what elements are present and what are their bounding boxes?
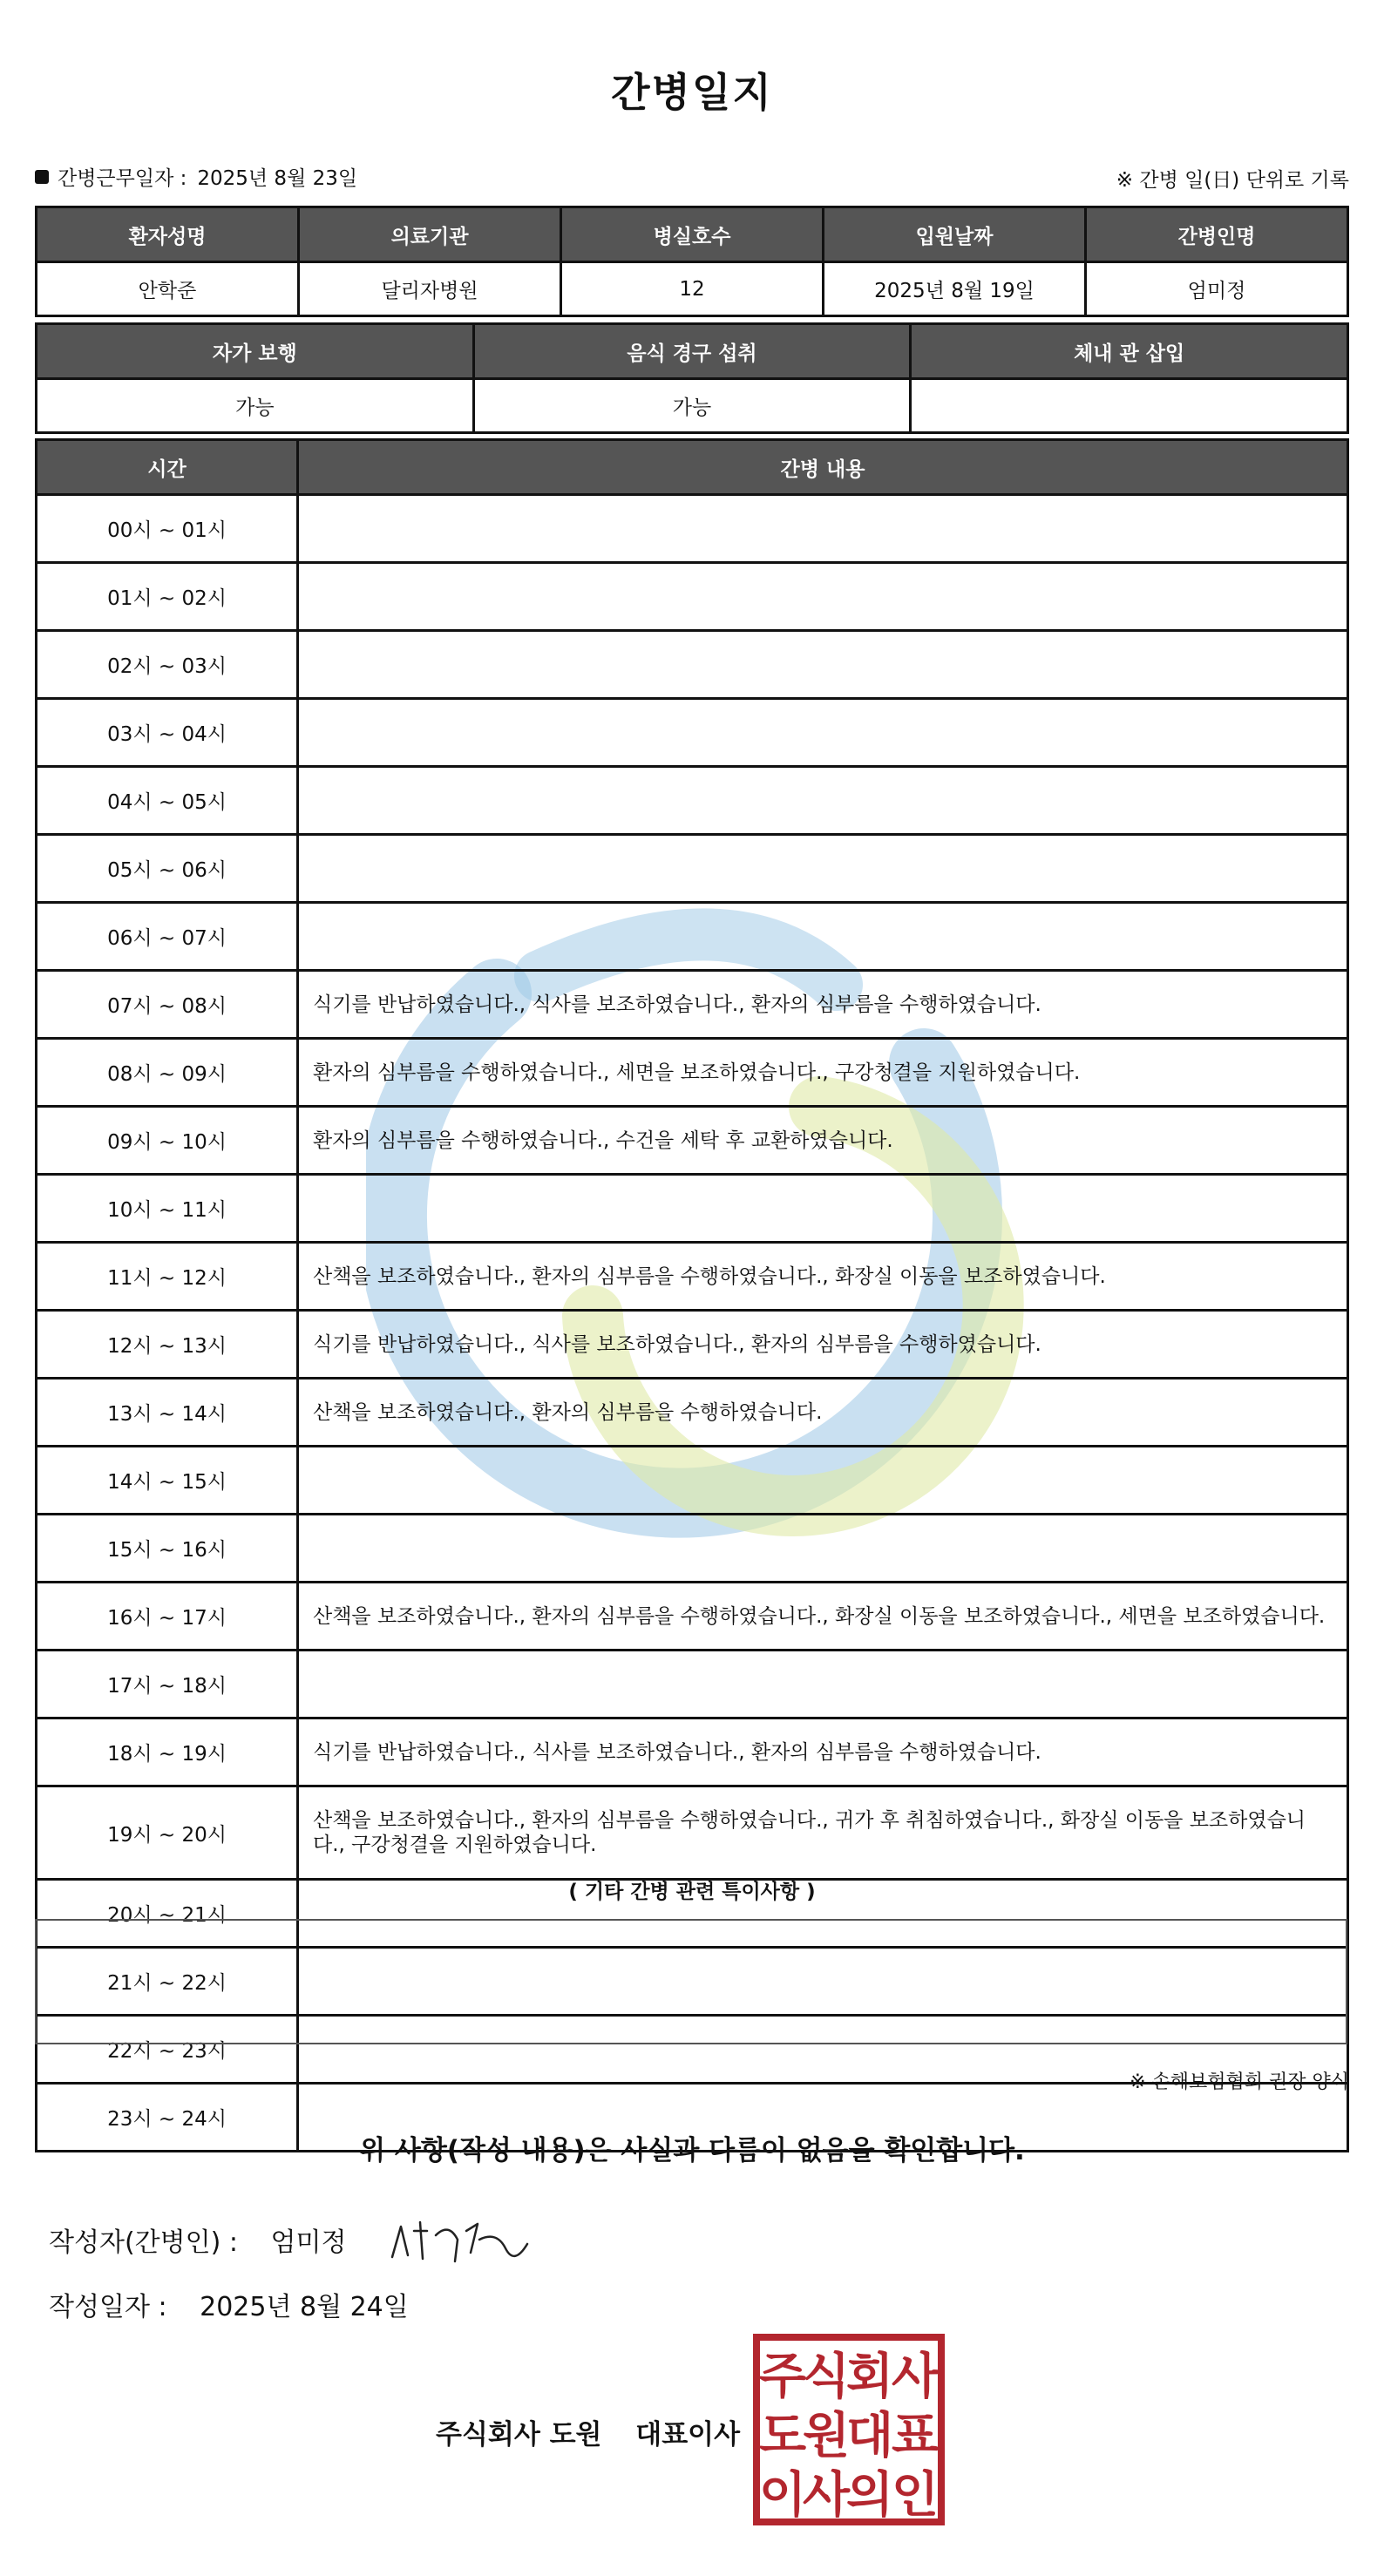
oral-intake-status: 가능 (473, 379, 911, 433)
header-content: 간병 내용 (298, 440, 1348, 495)
patient-name: 안학준 (37, 262, 299, 316)
time-cell: 13시 ~ 14시 (37, 1379, 298, 1447)
time-cell: 07시 ~ 08시 (37, 971, 298, 1039)
content-cell (298, 563, 1348, 631)
patient-status-table (35, 322, 1349, 434)
room-number: 12 (561, 262, 824, 316)
time-cell: 12시 ~ 13시 (37, 1311, 298, 1379)
content-cell (298, 767, 1348, 835)
table-row (37, 1718, 1348, 1786)
table-row (37, 1651, 1348, 1718)
content-cell (298, 903, 1348, 971)
svg-text:원: 원 (802, 2408, 851, 2464)
table-row (37, 699, 1348, 767)
unit-note: ※ 간병 일(日) 단위로 기록 (1116, 169, 1349, 192)
table-row (37, 563, 1348, 631)
time-cell: 22시 ~ 23시 (37, 2016, 298, 2084)
header-time: 시간 (37, 440, 298, 495)
svg-text:인: 인 (891, 2467, 940, 2524)
table-row (37, 1515, 1348, 1583)
time-cell: 14시 ~ 15시 (37, 1447, 298, 1515)
time-cell: 20시 ~ 21시 (37, 1880, 298, 1948)
care-log-document (35, 0, 1349, 2576)
svg-text:대: 대 (845, 2408, 894, 2464)
time-cell: 04시 ~ 05시 (37, 767, 298, 835)
work-date (35, 162, 357, 191)
work-date-value: 2025년 8월 23일 (197, 167, 358, 190)
caregiver-name: 엄미정 (1086, 262, 1348, 316)
institution: 달리자병원 (299, 262, 561, 316)
company-name: 주식회사 도원 (436, 2419, 602, 2451)
content-cell: 식기를 반납하였습니다., 식사를 보조하였습니다., 환자의 심부름을 수행하였습니다. (298, 971, 1348, 1039)
time-cell: 19시 ~ 20시 (37, 1786, 298, 1880)
content-cell (298, 699, 1348, 767)
table-header-row (37, 440, 1348, 495)
header-patient-name: 환자성명 (37, 207, 299, 262)
table-row (37, 1243, 1348, 1311)
svg-text:회: 회 (845, 2349, 894, 2405)
content-cell: 산책을 보조하였습니다., 환자의 심부름을 수행하였습니다., 화장실 이동을 보조하였습니다. (298, 1243, 1348, 1311)
svg-text:주: 주 (758, 2349, 807, 2405)
content-cell: 환자의 심부름을 수행하였습니다., 세면을 보조하였습니다., 구강청결을 지원하였습니다. (298, 1039, 1348, 1107)
content-cell (298, 835, 1348, 903)
time-cell: 16시 ~ 17시 (37, 1583, 298, 1651)
content-cell (298, 1175, 1348, 1243)
notes-box (35, 1919, 1347, 2044)
svg-text:사: 사 (802, 2467, 851, 2524)
time-cell: 15시 ~ 16시 (37, 1515, 298, 1583)
table-row (37, 1447, 1348, 1515)
content-cell: 환자의 심부름을 수행하였습니다., 수건을 세탁 후 교환하였습니다. (298, 1107, 1348, 1175)
written-date-label: 작성일자 : (49, 2292, 167, 2322)
table-row (37, 631, 1348, 699)
walking-status: 가능 (37, 379, 474, 433)
notes-title: ( 기타 간병 관련 특이사항 ) (568, 1881, 816, 1903)
time-cell: 00시 ~ 01시 (37, 495, 298, 563)
company-line (436, 2412, 740, 2451)
content-cell: 식기를 반납하였습니다., 식사를 보조하였습니다., 환자의 심부름을 수행하였습니다. (298, 1718, 1348, 1786)
table-row (37, 1039, 1348, 1107)
table-row (37, 379, 1348, 433)
writer-label: 작성자(간병인) : (49, 2227, 238, 2258)
ceo-title: 대표이사 (635, 2419, 741, 2451)
header-tube: 체내 관 삽입 (911, 324, 1348, 379)
table-row (37, 835, 1348, 903)
svg-text:식: 식 (802, 2349, 851, 2405)
header-caregiver: 간병인명 (1086, 207, 1348, 262)
content-cell: 산책을 보조하였습니다., 환자의 심부름을 수행하였습니다., 화장실 이동을 보조하였습니다., 세면을 보조하였습니다. (298, 1583, 1348, 1651)
writer-name: 엄미정 (270, 2227, 347, 2258)
time-cell: 11시 ~ 12시 (37, 1243, 298, 1311)
table-row (37, 1786, 1348, 1880)
table-row (37, 1175, 1348, 1243)
bullet-square-icon (35, 170, 49, 184)
time-cell: 10시 ~ 11시 (37, 1175, 298, 1243)
svg-text:의: 의 (845, 2467, 894, 2524)
time-cell: 09시 ~ 10시 (37, 1107, 298, 1175)
svg-text:사: 사 (891, 2349, 940, 2405)
content-cell: 산책을 보조하였습니다., 환자의 심부름을 수행하였습니다., 귀가 후 취침하였습니다., 화장실 이동을 보조하였습니다., 구강청결을 지원하였습니다. (298, 1786, 1348, 1880)
written-date-value: 2025년 8월 24일 (200, 2292, 409, 2322)
table-header-row (37, 207, 1348, 262)
content-cell (298, 1651, 1348, 1718)
time-cell: 06시 ~ 07시 (37, 903, 298, 971)
header-oral-intake: 음식 경구 섭취 (473, 324, 911, 379)
table-header-row (37, 324, 1348, 379)
table-row (37, 767, 1348, 835)
time-cell: 05시 ~ 06시 (37, 835, 298, 903)
time-cell: 03시 ~ 04시 (37, 699, 298, 767)
svg-text:도: 도 (758, 2408, 807, 2464)
content-cell (298, 1447, 1348, 1515)
time-cell: 02시 ~ 03시 (37, 631, 298, 699)
table-row (37, 1379, 1348, 1447)
table-row (37, 1107, 1348, 1175)
table-row (37, 971, 1348, 1039)
writer-line (49, 2220, 346, 2259)
table-row (37, 1583, 1348, 1651)
time-cell: 23시 ~ 24시 (37, 2084, 298, 2152)
patient-info-table (35, 206, 1349, 317)
tube-status (911, 379, 1348, 433)
content-cell (298, 1515, 1348, 1583)
confirmation-statement: 위 사항(작성 내용)은 사실과 다름이 없음을 확인합니다. (359, 2135, 1025, 2166)
content-cell: 산책을 보조하였습니다., 환자의 심부름을 수행하였습니다. (298, 1379, 1348, 1447)
admission-date: 2025년 8월 19일 (824, 262, 1086, 316)
time-cell: 21시 ~ 22시 (37, 1948, 298, 2016)
company-seal-stamp (751, 2332, 946, 2527)
table-row (37, 903, 1348, 971)
time-cell: 18시 ~ 19시 (37, 1718, 298, 1786)
work-date-label: 간병근무일자 : (58, 167, 187, 190)
page-title: 간병일지 (611, 69, 773, 116)
content-cell (298, 631, 1348, 699)
svg-text:표: 표 (891, 2408, 940, 2464)
handwritten-signature (375, 2205, 549, 2274)
svg-text:이: 이 (758, 2467, 807, 2524)
time-cell: 17시 ~ 18시 (37, 1651, 298, 1718)
header-admission-date: 입원날짜 (824, 207, 1086, 262)
content-cell: 식기를 반납하였습니다., 식사를 보조하였습니다., 환자의 심부름을 수행하였습니다. (298, 1311, 1348, 1379)
time-cell: 08시 ~ 09시 (37, 1039, 298, 1107)
table-row (37, 1311, 1348, 1379)
header-room: 병실호수 (561, 207, 824, 262)
written-date-line (49, 2285, 409, 2323)
table-row (37, 262, 1348, 316)
standard-note: ※ 손해보험협회 권장 양식 (1130, 2071, 1349, 2093)
header-walking: 자가 보행 (37, 324, 474, 379)
table-row (37, 495, 1348, 563)
content-cell (298, 495, 1348, 563)
header-institution: 의료기관 (299, 207, 561, 262)
time-cell: 01시 ~ 02시 (37, 563, 298, 631)
